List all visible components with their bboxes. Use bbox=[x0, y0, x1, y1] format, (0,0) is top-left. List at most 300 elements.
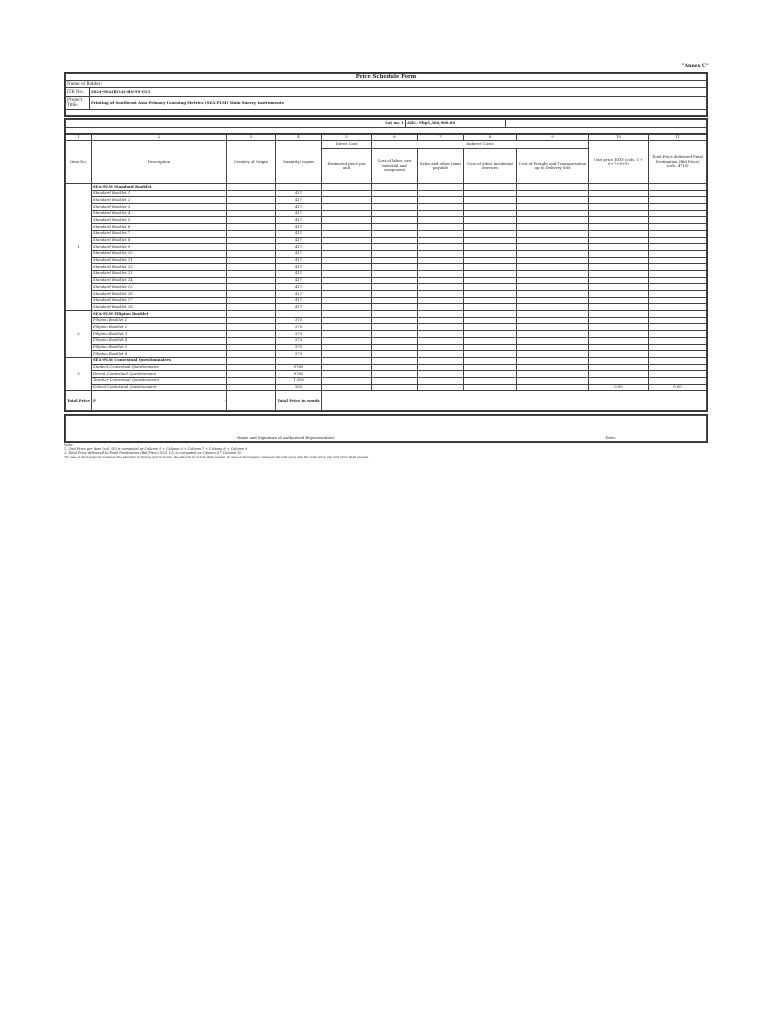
header-unit-price: Unit price EXW (cols. 5 + 6+7+8+9) bbox=[589, 141, 649, 184]
total-price-value bbox=[92, 391, 227, 411]
row-country bbox=[227, 384, 276, 391]
table-row bbox=[66, 284, 707, 291]
empty-cell bbox=[322, 384, 372, 391]
empty-cell bbox=[649, 217, 707, 224]
row-description: School Contextual Questionnaire bbox=[92, 384, 227, 391]
empty-cell bbox=[418, 217, 464, 224]
header-sales: Sales and other taxes payable bbox=[418, 149, 464, 184]
table-row bbox=[66, 244, 707, 251]
table-row bbox=[66, 384, 707, 391]
empty-cell bbox=[464, 250, 517, 257]
column-number: 9 bbox=[517, 135, 589, 141]
empty-cell bbox=[322, 204, 372, 211]
column-number: 2 bbox=[92, 135, 227, 141]
empty-cell bbox=[517, 237, 589, 244]
empty-cell bbox=[589, 204, 649, 211]
empty-cell bbox=[589, 297, 649, 304]
row-country bbox=[227, 377, 276, 384]
empty-cell bbox=[322, 291, 372, 298]
empty-cell bbox=[464, 371, 517, 378]
empty-cell bbox=[372, 264, 418, 271]
empty-cell bbox=[322, 324, 372, 331]
row-quantity: 417 bbox=[276, 291, 322, 298]
note-2: 2. Total Price delivered to Final Destination (Bid Price) (Col. 11) is computed as Column 4 * Column 10 bbox=[64, 451, 242, 455]
empty-cell bbox=[589, 264, 649, 271]
empty-cell bbox=[322, 244, 372, 251]
empty-cell bbox=[418, 317, 464, 324]
empty-cell bbox=[464, 317, 517, 324]
empty-cell bbox=[649, 237, 707, 244]
table-row bbox=[66, 377, 707, 384]
table-row bbox=[66, 344, 707, 351]
empty-cell bbox=[649, 371, 707, 378]
empty-cell bbox=[372, 297, 418, 304]
empty-cell bbox=[322, 311, 372, 318]
table-row bbox=[66, 337, 707, 344]
empty-cell bbox=[418, 264, 464, 271]
item-number: 3 bbox=[66, 357, 92, 390]
table-row bbox=[66, 230, 707, 237]
row-description: Standard Booklet 5 bbox=[92, 217, 227, 224]
row-country bbox=[227, 264, 276, 271]
row-country bbox=[227, 331, 276, 338]
row-quantity: 375 bbox=[276, 324, 322, 331]
empty-cell bbox=[372, 244, 418, 251]
group-title: SEA-PLM Filipino Booklet bbox=[92, 311, 227, 318]
empty-cell bbox=[517, 230, 589, 237]
empty-cell bbox=[464, 324, 517, 331]
empty-cell bbox=[464, 244, 517, 251]
empty-cell bbox=[276, 357, 322, 364]
row-country bbox=[227, 297, 276, 304]
column-number: 7 bbox=[418, 135, 464, 141]
row-description: Standard Booklet 4 bbox=[92, 210, 227, 217]
empty-cell bbox=[418, 204, 464, 211]
table-row bbox=[66, 364, 707, 371]
item-rows bbox=[66, 184, 707, 391]
empty-cell bbox=[418, 250, 464, 257]
empty-cell bbox=[464, 337, 517, 344]
empty-cell bbox=[589, 324, 649, 331]
empty-cell bbox=[322, 344, 372, 351]
empty-cell bbox=[517, 357, 589, 364]
empty-cell bbox=[322, 184, 372, 191]
empty-cell bbox=[322, 284, 372, 291]
empty-cell bbox=[589, 344, 649, 351]
empty-cell bbox=[418, 224, 464, 231]
table-row bbox=[66, 197, 707, 204]
empty-cell bbox=[372, 324, 418, 331]
empty-cell bbox=[517, 377, 589, 384]
row-country bbox=[227, 270, 276, 277]
empty-cell bbox=[517, 204, 589, 211]
row-quantity: 417 bbox=[276, 284, 322, 291]
empty-cell bbox=[517, 217, 589, 224]
empty-cell bbox=[649, 257, 707, 264]
row-country bbox=[227, 250, 276, 257]
empty-cell bbox=[464, 344, 517, 351]
name-of-bidder-label: Name of Bidder: bbox=[66, 81, 707, 88]
row-country bbox=[227, 304, 276, 311]
empty-cell bbox=[589, 250, 649, 257]
empty-cell bbox=[517, 337, 589, 344]
empty-cell bbox=[589, 217, 649, 224]
empty-cell bbox=[464, 197, 517, 204]
empty-cell bbox=[517, 264, 589, 271]
empty-cell bbox=[517, 331, 589, 338]
empty-cell bbox=[418, 230, 464, 237]
empty-cell bbox=[649, 291, 707, 298]
empty-cell bbox=[649, 284, 707, 291]
form-title: Price Schedule Form bbox=[66, 74, 707, 81]
empty-cell bbox=[464, 297, 517, 304]
row-description: Parent Contextual Questionnaire bbox=[92, 371, 227, 378]
empty-cell bbox=[322, 210, 372, 217]
row-quantity: 417 bbox=[276, 264, 322, 271]
empty-cell bbox=[322, 364, 372, 371]
empty-cell bbox=[649, 351, 707, 358]
empty-cell bbox=[589, 357, 649, 364]
empty-cell bbox=[589, 331, 649, 338]
empty-cell bbox=[517, 311, 589, 318]
empty-cell bbox=[418, 197, 464, 204]
empty-cell bbox=[649, 184, 707, 191]
table-row bbox=[66, 250, 707, 257]
row-quantity: 417 bbox=[276, 217, 322, 224]
price-table bbox=[64, 133, 708, 412]
column-number: 4 bbox=[276, 135, 322, 141]
itb-value: 2024-SEA(B)14)-BN-TS-013 bbox=[90, 88, 707, 97]
empty-cell bbox=[464, 190, 517, 197]
row-quantity: 9760 bbox=[276, 371, 322, 378]
empty-cell bbox=[322, 257, 372, 264]
table-row bbox=[66, 304, 707, 311]
empty-cell bbox=[517, 297, 589, 304]
row-description: Filipino Booklet 2 bbox=[92, 324, 227, 331]
empty-cell bbox=[418, 210, 464, 217]
empty-cell bbox=[372, 257, 418, 264]
row-quantity: 417 bbox=[276, 237, 322, 244]
empty-cell bbox=[589, 197, 649, 204]
empty-cell bbox=[418, 344, 464, 351]
empty-cell bbox=[322, 317, 372, 324]
total-dash: - bbox=[223, 397, 225, 403]
empty-cell bbox=[322, 190, 372, 197]
unit-price-sum: 0.00 bbox=[589, 384, 649, 391]
row-country bbox=[227, 324, 276, 331]
empty-cell bbox=[649, 244, 707, 251]
empty-cell bbox=[418, 337, 464, 344]
total-price-label: Total Price bbox=[66, 391, 92, 411]
peso-sign: P bbox=[93, 397, 96, 403]
empty-cell bbox=[464, 204, 517, 211]
empty-cell bbox=[464, 304, 517, 311]
empty-cell bbox=[517, 291, 589, 298]
empty-cell bbox=[464, 230, 517, 237]
table-row bbox=[66, 331, 707, 338]
empty-cell bbox=[517, 270, 589, 277]
empty-cell bbox=[418, 190, 464, 197]
empty-cell bbox=[649, 277, 707, 284]
empty-cell bbox=[649, 304, 707, 311]
header-indirect-costs: Indirect Costs bbox=[372, 141, 589, 149]
empty-cell bbox=[649, 264, 707, 271]
empty-cell bbox=[649, 224, 707, 231]
total-price-sum: 0.00 bbox=[649, 384, 707, 391]
empty-cell bbox=[372, 277, 418, 284]
empty-cell bbox=[464, 224, 517, 231]
empty-cell bbox=[464, 184, 517, 191]
row-country bbox=[227, 284, 276, 291]
row-description: Student Contextual Questionnaire bbox=[92, 364, 227, 371]
empty-cell bbox=[649, 311, 707, 318]
empty-cell bbox=[372, 197, 418, 204]
row-quantity: 417 bbox=[276, 230, 322, 237]
empty-cell bbox=[517, 257, 589, 264]
header-item-no: Item No. bbox=[66, 141, 92, 184]
empty-cell bbox=[322, 337, 372, 344]
empty-cell bbox=[649, 344, 707, 351]
row-quantity: 417 bbox=[276, 270, 322, 277]
empty-cell bbox=[649, 204, 707, 211]
empty-cell bbox=[372, 284, 418, 291]
header-freight: Cost of Freight and Transportation up to Delivery Site bbox=[517, 149, 589, 184]
row-country bbox=[227, 344, 276, 351]
empty-cell bbox=[517, 324, 589, 331]
group-title: SEA-PLM Standard Booklet bbox=[92, 184, 227, 191]
row-country bbox=[227, 210, 276, 217]
empty-cell bbox=[372, 317, 418, 324]
row-country bbox=[227, 337, 276, 344]
table-row bbox=[66, 224, 707, 231]
itb-label: ITB No.: bbox=[66, 88, 90, 97]
empty-cell bbox=[649, 210, 707, 217]
row-quantity: 417 bbox=[276, 224, 322, 231]
empty-cell bbox=[517, 317, 589, 324]
empty-cell bbox=[517, 304, 589, 311]
total-words-value bbox=[322, 391, 707, 411]
note-1: 1. Unit Price per item (col. 10) is computed as Column 5 + Column 6 + Column 7 + Column 8 + Column 9 bbox=[64, 447, 248, 451]
row-description: Standard Booklet 11 bbox=[92, 257, 227, 264]
row-quantity: 165 bbox=[276, 384, 322, 391]
empty-cell bbox=[589, 230, 649, 237]
table-row bbox=[66, 264, 707, 271]
row-country bbox=[227, 190, 276, 197]
empty-cell bbox=[589, 190, 649, 197]
column-number: 1 bbox=[66, 135, 92, 141]
empty-cell bbox=[372, 371, 418, 378]
empty-cell bbox=[372, 217, 418, 224]
empty-cell bbox=[322, 371, 372, 378]
header-block bbox=[64, 72, 708, 117]
empty-cell bbox=[649, 317, 707, 324]
empty-cell bbox=[418, 244, 464, 251]
empty-cell bbox=[589, 291, 649, 298]
row-quantity: 375 bbox=[276, 337, 322, 344]
empty-cell bbox=[464, 264, 517, 271]
header-est-price: Estimated price per unit bbox=[322, 149, 372, 184]
row-description: Standard Booklet 3 bbox=[92, 204, 227, 211]
item-number: 2 bbox=[66, 311, 92, 358]
row-description: Standard Booklet 13 bbox=[92, 270, 227, 277]
empty-cell bbox=[276, 184, 322, 191]
empty-cell bbox=[418, 384, 464, 391]
empty-cell bbox=[464, 311, 517, 318]
row-description: Filipino Booklet 5 bbox=[92, 344, 227, 351]
row-description: Standard Booklet 8 bbox=[92, 237, 227, 244]
empty-cell bbox=[589, 277, 649, 284]
empty-cell bbox=[418, 184, 464, 191]
row-country bbox=[227, 197, 276, 204]
empty-cell bbox=[372, 291, 418, 298]
row-description: Standard Booklet 6 bbox=[92, 224, 227, 231]
empty-cell bbox=[517, 371, 589, 378]
table-row bbox=[66, 237, 707, 244]
row-description: Standard Booklet 2 bbox=[92, 197, 227, 204]
row-description: Standard Booklet 10 bbox=[92, 250, 227, 257]
empty-cell bbox=[372, 204, 418, 211]
empty-cell bbox=[517, 277, 589, 284]
empty-cell bbox=[464, 384, 517, 391]
empty-cell bbox=[418, 291, 464, 298]
empty-cell bbox=[589, 377, 649, 384]
empty-cell bbox=[517, 344, 589, 351]
empty-cell bbox=[649, 270, 707, 277]
table-row bbox=[66, 324, 707, 331]
row-quantity: 375 bbox=[276, 351, 322, 358]
empty-cell bbox=[418, 357, 464, 364]
row-quantity: 375 bbox=[276, 317, 322, 324]
empty-cell bbox=[418, 257, 464, 264]
row-country bbox=[227, 364, 276, 371]
empty-cell bbox=[372, 270, 418, 277]
row-description: Filipino Booklet 4 bbox=[92, 337, 227, 344]
empty-cell bbox=[589, 311, 649, 318]
empty-cell bbox=[589, 257, 649, 264]
row-description: Standard Booklet 7 bbox=[92, 230, 227, 237]
row-quantity: 375 bbox=[276, 344, 322, 351]
empty-cell bbox=[372, 230, 418, 237]
empty-cell bbox=[517, 384, 589, 391]
empty-cell bbox=[517, 197, 589, 204]
row-description: Filipino Booklet 6 bbox=[92, 351, 227, 358]
empty-cell bbox=[418, 377, 464, 384]
empty-cell bbox=[372, 184, 418, 191]
column-number: 10 bbox=[589, 135, 649, 141]
empty-cell bbox=[372, 364, 418, 371]
empty-cell bbox=[464, 357, 517, 364]
row-description: Filipino Booklet 3 bbox=[92, 331, 227, 338]
empty-cell bbox=[589, 371, 649, 378]
column-number: 5 bbox=[322, 135, 372, 141]
empty-cell bbox=[322, 230, 372, 237]
empty-cell bbox=[372, 384, 418, 391]
empty-cell bbox=[589, 337, 649, 344]
row-description: Standard Booklet 16 bbox=[92, 291, 227, 298]
empty-cell bbox=[322, 264, 372, 271]
row-country bbox=[227, 257, 276, 264]
row-quantity: 417 bbox=[276, 190, 322, 197]
empty-cell bbox=[372, 357, 418, 364]
row-country bbox=[227, 351, 276, 358]
group-title-row bbox=[66, 184, 707, 191]
group-title-row bbox=[66, 311, 707, 318]
project-value: Printing of Southeast Asia Primary Learning Metrics (SEA-PLM) Main Survey Instruments bbox=[90, 97, 707, 110]
empty-cell bbox=[372, 237, 418, 244]
table-row bbox=[66, 204, 707, 211]
row-description: Teacher Contextual Questionnaire bbox=[92, 377, 227, 384]
empty-cell bbox=[322, 270, 372, 277]
row-quantity: 1,300 bbox=[276, 377, 322, 384]
row-quantity: 417 bbox=[276, 257, 322, 264]
empty-cell bbox=[517, 250, 589, 257]
table-row bbox=[66, 270, 707, 277]
signature-label: Name and Signature of Authorized Representative bbox=[66, 436, 506, 442]
empty-cell bbox=[589, 304, 649, 311]
empty-cell bbox=[372, 190, 418, 197]
table-row bbox=[66, 351, 707, 358]
header-incidental: Cost of other incidental Services bbox=[464, 149, 517, 184]
empty-cell bbox=[418, 311, 464, 318]
row-description: Standard Booklet 17 bbox=[92, 297, 227, 304]
empty-cell bbox=[372, 304, 418, 311]
project-label: Project Title: bbox=[66, 97, 90, 110]
empty-cell bbox=[418, 331, 464, 338]
empty-cell bbox=[517, 284, 589, 291]
empty-cell bbox=[372, 331, 418, 338]
table-row bbox=[66, 277, 707, 284]
empty-cell bbox=[649, 377, 707, 384]
empty-cell bbox=[418, 351, 464, 358]
empty-cell bbox=[589, 224, 649, 231]
empty-cell bbox=[589, 244, 649, 251]
header-direct-cost: Direct Cost bbox=[322, 141, 372, 149]
empty-cell bbox=[372, 377, 418, 384]
row-quantity: 375 bbox=[276, 331, 322, 338]
notes-section bbox=[64, 443, 708, 459]
empty-cell bbox=[322, 197, 372, 204]
row-country bbox=[227, 371, 276, 378]
header-total-price: Total Price delivered Final Destination (Bid Price) (cols. 4*10) bbox=[649, 141, 707, 184]
row-quantity: 417 bbox=[276, 204, 322, 211]
table-row bbox=[66, 210, 707, 217]
table-row bbox=[66, 291, 707, 298]
row-description: Standard Booklet 14 bbox=[92, 277, 227, 284]
row-description: Standard Booklet 15 bbox=[92, 284, 227, 291]
empty-cell bbox=[589, 210, 649, 217]
empty-cell bbox=[322, 250, 372, 257]
row-quantity: 9760 bbox=[276, 364, 322, 371]
empty-cell bbox=[517, 210, 589, 217]
row-quantity: 417 bbox=[276, 210, 322, 217]
item-number: 1 bbox=[66, 184, 92, 311]
row-quantity: 417 bbox=[276, 244, 322, 251]
header-description: Description bbox=[92, 141, 227, 184]
group-title-row bbox=[66, 357, 707, 364]
empty-cell bbox=[464, 270, 517, 277]
empty-cell bbox=[464, 291, 517, 298]
empty-cell bbox=[517, 364, 589, 371]
empty-cell bbox=[649, 190, 707, 197]
empty-cell bbox=[464, 351, 517, 358]
empty-cell bbox=[322, 277, 372, 284]
table-row bbox=[66, 257, 707, 264]
group-title: SEA-PLM Contextual Questionnaires bbox=[92, 357, 227, 364]
row-description: Standard Booklet 12 bbox=[92, 264, 227, 271]
row-description: Filipino Booklet 1 bbox=[92, 317, 227, 324]
empty-cell bbox=[418, 324, 464, 331]
empty-cell bbox=[418, 277, 464, 284]
